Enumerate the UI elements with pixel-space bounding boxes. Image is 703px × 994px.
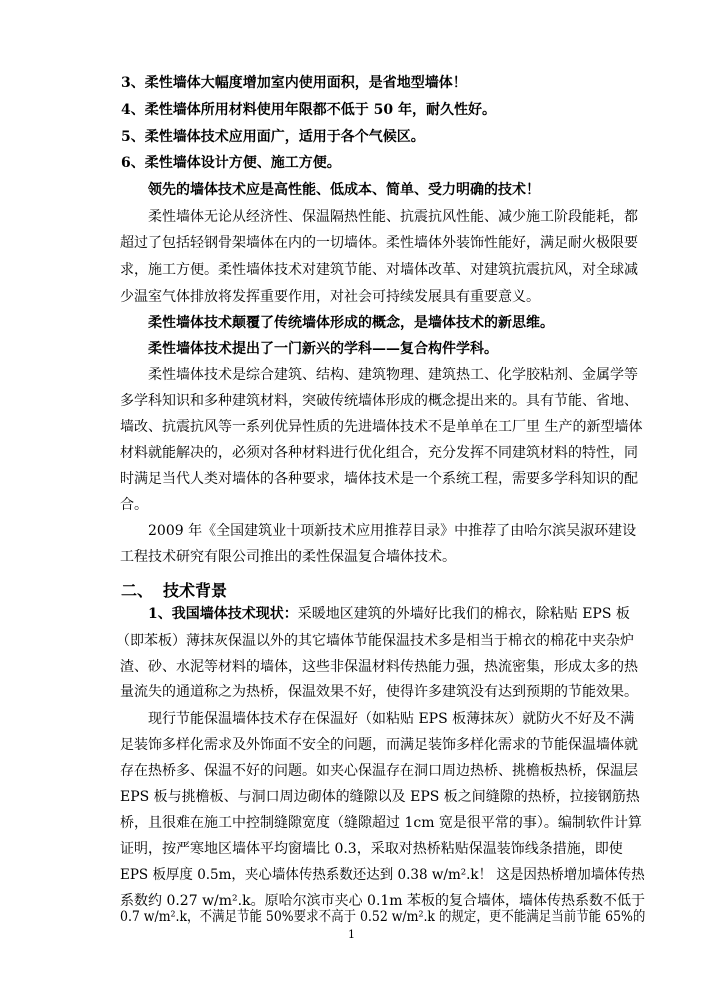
list-item-4: 4、柔性墙体所用材料使用年限都不低于 50 年，耐久性好。: [121, 102, 496, 118]
paragraph-line: 材料就能解决的，必须对各种材料进行优化组合，充分发挥不同建筑材料的特性，同: [120, 445, 638, 461]
paragraph-lead: 1、我国墙体技术现状：: [148, 606, 298, 622]
paragraph-line: 2009 年《全国建筑业十项新技术应用推荐目录》中推荐了由哈尔滨吴淑环建设: [148, 523, 637, 539]
paragraph-line: 现行节能保温墙体技术存在保温好（如粘贴 EPS 板薄抹灰）就防火不好及不满: [148, 711, 635, 727]
list-item-6: 6、柔性墙体设计方便、施工方便。: [121, 155, 341, 171]
paragraph-lead-rest: 采暖地区建筑的外墙好比我们的棉衣，除粘贴 EPS 板: [297, 606, 630, 622]
paragraph-line: 超过了包括轻钢骨架墙体在内的一切墙体。柔性墙体外装饰性能好，满足耐火极限要: [120, 235, 638, 251]
section-heading: [121, 578, 227, 601]
list-item-5: 5、柔性墙体技术应用面广，适用于各个气候区。: [121, 129, 425, 145]
bold-statement: 柔性墙体技术提出了一门新兴的学科——复合构件学科。: [148, 341, 498, 357]
paragraph-line: 足装饰多样化需求及外饰面不安全的问题，而满足装饰多样化需求的节能保温墙体就: [120, 737, 638, 753]
paragraph-line: 墙改、抗震抗风等一系列优异性质的先进墙体技术不是单单在工厂里 生产的新型墙体: [120, 419, 643, 435]
section-number: 二、: [121, 581, 154, 600]
paragraph-line: 渣、砂、水泥等材料的墙体，这些非保温材料传热能力强，热流密集，形成太多的热: [120, 659, 638, 675]
paragraph-line: 求，施工方便。柔性墙体技术对建筑节能、对墙体改革、对建筑抗震抗风，对全球减: [120, 262, 638, 278]
page-number: 1: [348, 928, 355, 941]
paragraph-line: [148, 605, 630, 623]
paragraph-line: 多学科知识和多种建筑材料，突破传统墙体形成的概念提出来的。具有节能、省地、: [120, 393, 638, 409]
paragraph-line: 证明，按严寒地区墙体平均窗墙比 0.3，采取对热桥粘贴保温装饰线条措施，即使: [120, 841, 623, 857]
paragraph-line: 时满足当代人类对墙体的各种要求，墙体技术是一个系统工程，需要多学科知识的配: [120, 471, 638, 487]
paragraph-line: EPS 板与挑檐板、与洞口周边砌体的缝隙以及 EPS 板之间缝隙的热桥，拉接钢筋热: [120, 789, 640, 805]
paragraph-line: 柔性墙体无论从经济性、保温隔热性能、抗震抗风性能、减少施工阶段能耗，都: [148, 209, 638, 225]
paragraph-line: 少温室气体排放将发挥重要作用，对社会可持续发展具有重要意义。: [120, 289, 540, 305]
paragraph-line: 柔性墙体技术是综合建筑、结构、建筑物理、建筑热工、化学胶粘剂、金属学等: [148, 367, 638, 383]
paragraph-line: 合。: [120, 497, 148, 513]
paragraph-line: 桥，且很难在施工中控制缝隙宽度（缝隙超过 1cm 宽是很平常的事）。编制软件计算: [120, 815, 642, 831]
paragraph-line: 系数约 0.27 w/m².k。原哈尔滨市夹心 0.1m 苯板的复合墙体，墙体传热系数不低于: [120, 893, 646, 909]
paragraph-line: 工程技术研究有限公司推出的柔性保温复合墙体技术。: [120, 549, 456, 565]
paragraph-line: EPS 板厚度 0.5m，夹心墙体传热系数还达到 0.38 w/m².k！ 这是因热桥增加墙体传热: [120, 867, 645, 883]
paragraph-line: 量流失的通道称之为热桥，保温效果不好，使得许多建筑没有达到预期的节能效果。: [120, 684, 638, 700]
list-item-3: 3、柔性墙体大幅度增加室内使用面积，是省地型墙体！: [121, 75, 467, 91]
paragraph-line: （即苯板）薄抹灰保温以外的其它墙体节能保温技术多是相当于棉衣的棉花中夹杂炉: [116, 633, 634, 649]
bold-statement: 领先的墙体技术应是高性能、低成本、简单、受力明确的技术！: [148, 182, 540, 198]
paragraph-line: 存在热桥多、保温不好的问题。如夹心保温存在洞口周边热桥、挑檐板热桥，保温层: [120, 763, 638, 779]
bold-statement: 柔性墙体技术颠覆了传统墙体形成的概念，是墙体技术的新思维。: [148, 315, 554, 331]
section-title: 技术背景: [163, 581, 228, 600]
paragraph-line: 0.7 w/m².k，不满足节能 50%要求不高于 0.52 w/m².k 的规定，更不能满足当前节能 65%的: [120, 909, 646, 925]
